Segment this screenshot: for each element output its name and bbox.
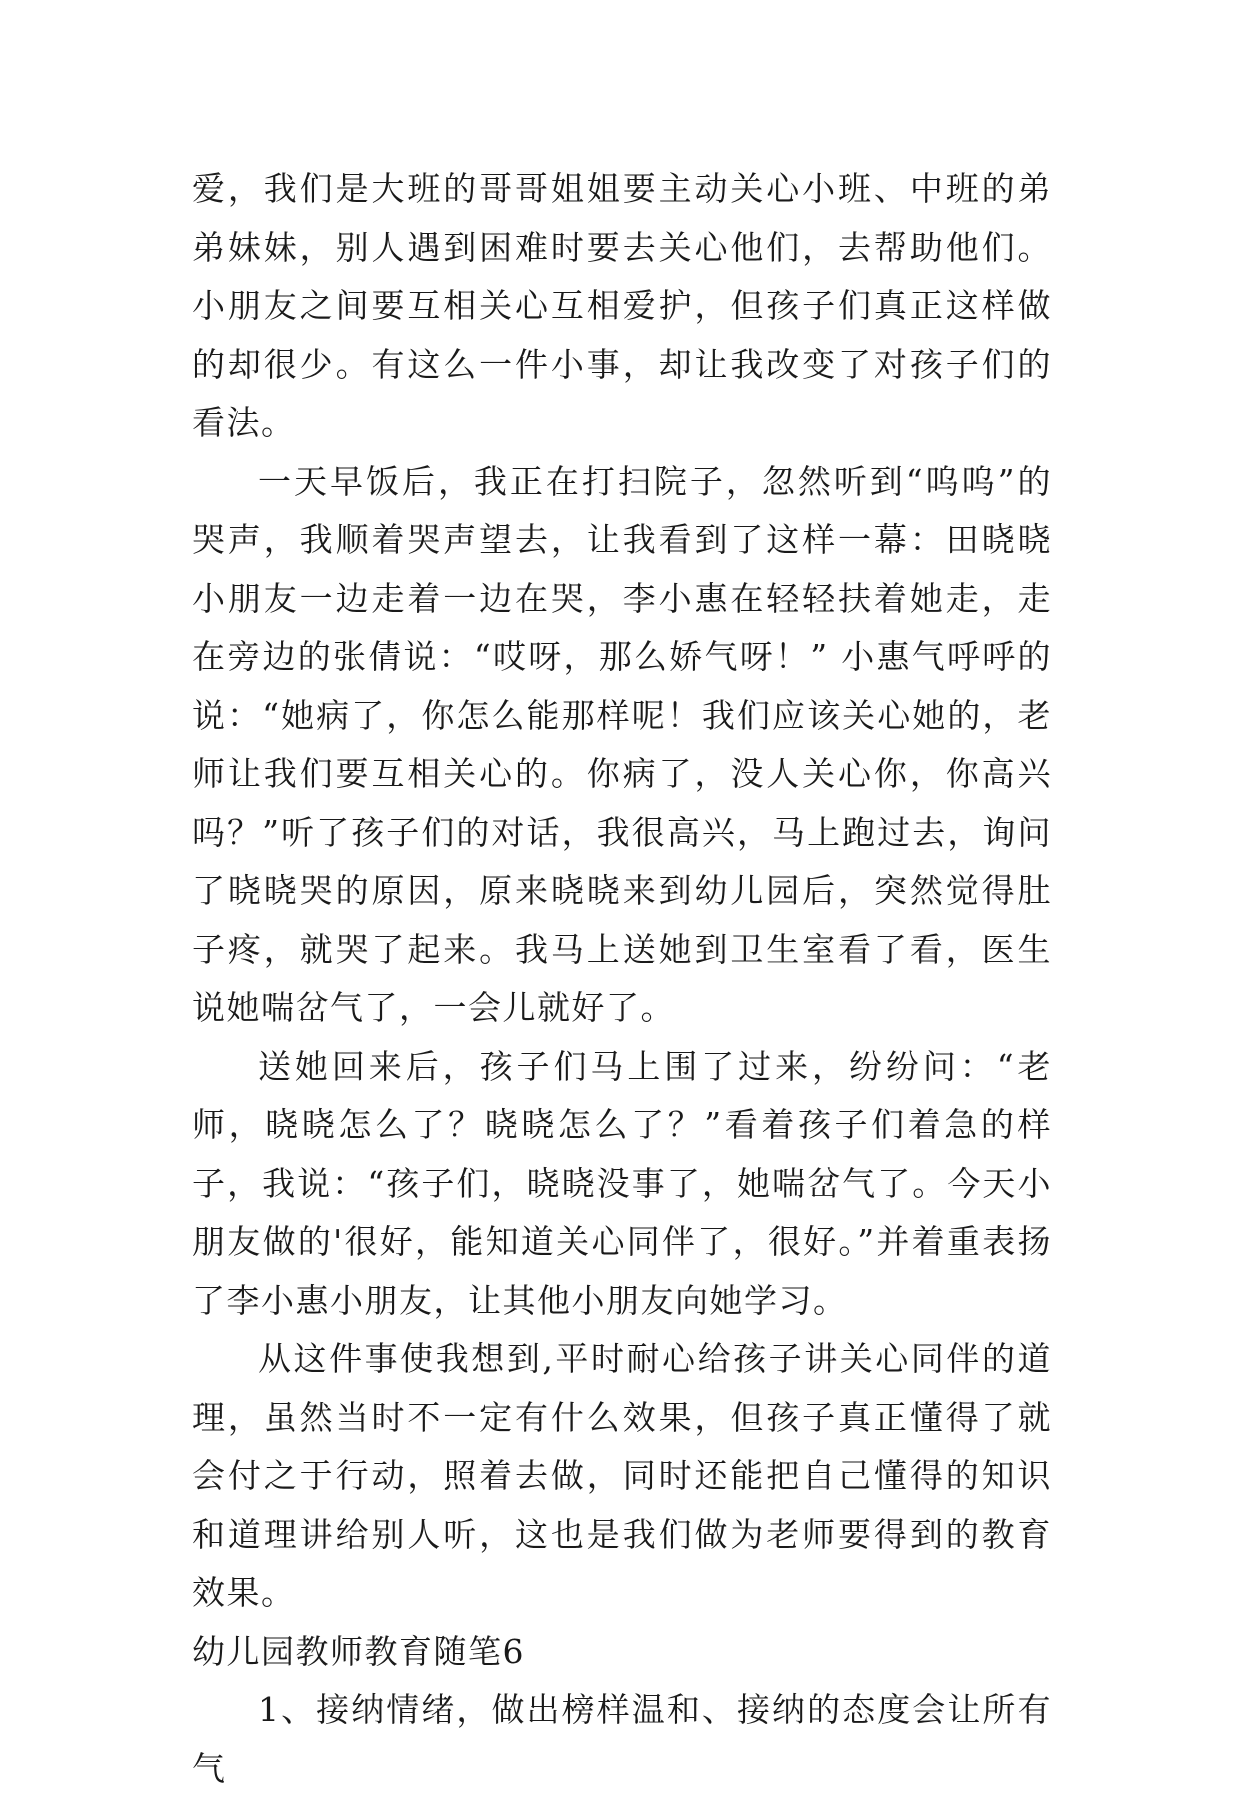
document-body — [192, 160, 1052, 1798]
paragraph-3: 送她回来后，孩子们马上围了过来，纷纷问：“老师，晓晓怎么了？晓晓怎么了？”看着孩子们着急的样子，我说：“孩子们，晓晓没事了，她喘岔气了。今天小朋友做的'很好，能知道关心同伴了，很好。”并着重表扬了李小惠小朋友，让其他小朋友向她学习。 — [192, 1046, 1052, 1320]
paragraph-1: 爱，我们是大班的哥哥姐姐要主动关心小班、中班的弟弟妹妹，别人遇到困难时要去关心他们，去帮助他们。小朋友之间要互相关心互相爱护，但孩子们真正这样做的却很少。有这么一件小事，却让我改变了对孩子们的看法。 — [192, 169, 1052, 442]
section-heading: 幼儿园教师教育随笔6 — [192, 1631, 525, 1671]
paragraph-2: 一天早饭后，我正在打扫院子，忽然听到“呜呜”的哭声，我顺着哭声望去，让我看到了这样一幕：田晓晓小朋友一边走着一边在哭，李小惠在轻轻扶着她走，走在旁边的张倩说：“哎呀，那么娇气呀！” 小惠气呼呼的说：“她病了，你怎么能那样呢！我们应该关心她的，老师让我们要互相关心的。你病了，没人关心你，你高兴吗？”听了孩子们的对话，我很高兴，马上跑过去，询问了晓晓哭的原因，原来晓晓来到幼儿园后，突然觉得肚子疼，就哭了起来。我马上送她到卫生室看了看，医生说她喘岔气了，一会儿就好了。 — [192, 461, 1052, 1027]
paragraph-4: 从这件事使我想到,平时耐心给孩子讲关心同伴的道理，虽然当时不一定有什么效果，但孩子真正懂得了就会付之于行动，照着去做，同时还能把自己懂得的知识和道理讲给别人听，这也是我们做为老师要得到的教育效果。 — [192, 1339, 1052, 1612]
section-paragraph-1: 1、接纳情绪，做出榜样温和、接纳的态度会让所有气 — [192, 1690, 1052, 1788]
